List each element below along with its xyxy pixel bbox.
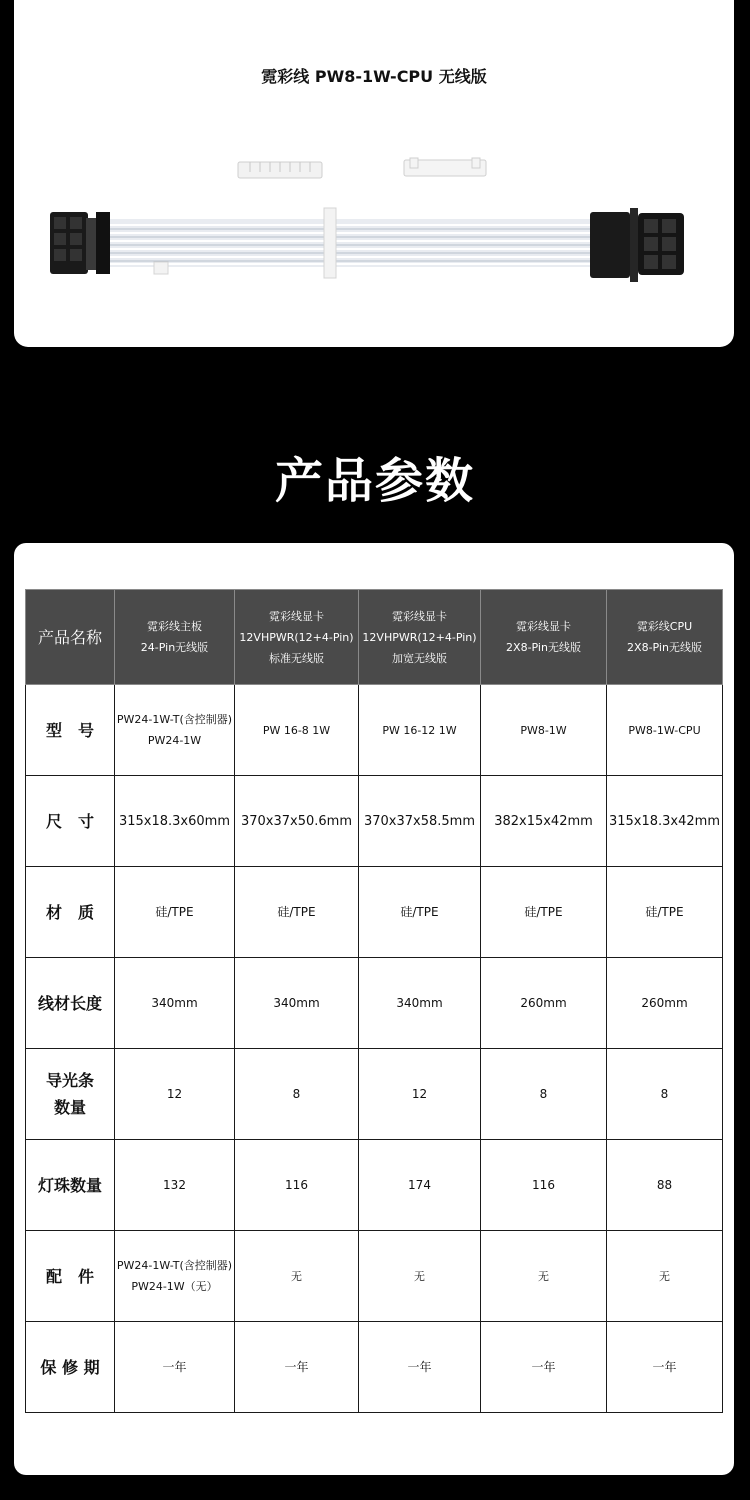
table-cell: PW8-1W	[481, 685, 607, 776]
row-label: 型 号	[26, 685, 115, 776]
table-row	[26, 1231, 723, 1322]
table-cell: 无	[235, 1231, 359, 1322]
table-cell: PW 16-12 1W	[359, 685, 481, 776]
row-label: 尺 寸	[26, 776, 115, 867]
table-cell: 370x37x50.6mm	[235, 776, 359, 867]
table-cell: 8	[235, 1049, 359, 1140]
table-cell: 硅/TPE	[607, 867, 723, 958]
product-image-card	[14, 0, 734, 347]
table-cell: 一年	[115, 1322, 235, 1413]
table-cell: PW8-1W-CPU	[607, 685, 723, 776]
table-cell: 88	[607, 1140, 723, 1231]
table-cell: 260mm	[481, 958, 607, 1049]
table-cell: 硅/TPE	[359, 867, 481, 958]
table-cell: 8	[607, 1049, 723, 1140]
table-cell: 一年	[359, 1322, 481, 1413]
table-cell: PW24-1W-T(含控制器) PW24-1W（无）	[115, 1231, 235, 1322]
table-cell: 340mm	[115, 958, 235, 1049]
spec-table	[25, 589, 723, 1413]
table-row	[26, 685, 723, 776]
table-cell: 8	[481, 1049, 607, 1140]
right-connector	[590, 208, 684, 282]
table-cell: 一年	[235, 1322, 359, 1413]
section-heading: 产品参数	[274, 453, 475, 509]
table-cell: 12	[115, 1049, 235, 1140]
table-cell: 315x18.3x42mm	[607, 776, 723, 867]
row-label: 材 质	[26, 867, 115, 958]
header-product: 霓彩线显卡 12VHPWR(12+4-Pin) 加宽无线版	[359, 590, 481, 685]
left-connector	[50, 212, 110, 274]
table-row	[26, 776, 723, 867]
table-cell: 116	[235, 1140, 359, 1231]
header-product: 霓彩线显卡 12VHPWR(12+4-Pin) 标准无线版	[235, 590, 359, 685]
row-label: 灯珠数量	[26, 1140, 115, 1231]
table-cell: 340mm	[359, 958, 481, 1049]
row-label: 保 修 期	[26, 1322, 115, 1413]
header-product-name: 产品名称	[26, 590, 115, 685]
table-row	[26, 1322, 723, 1413]
table-cell: 315x18.3x60mm	[115, 776, 235, 867]
table-cell: 174	[359, 1140, 481, 1231]
sleeved-cable-bundle	[110, 208, 592, 278]
product-title: 霓彩线 PW8-1W-CPU 无线版	[261, 67, 487, 86]
table-cell: 硅/TPE	[235, 867, 359, 958]
header-product: 霓彩线CPU 2X8-Pin无线版	[607, 590, 723, 685]
cable-comb-cover	[404, 158, 486, 176]
table-cell: 260mm	[607, 958, 723, 1049]
cable-illustration	[14, 0, 734, 347]
table-cell: 硅/TPE	[115, 867, 235, 958]
table-cell: 132	[115, 1140, 235, 1231]
table-cell: 无	[607, 1231, 723, 1322]
table-cell: 370x37x58.5mm	[359, 776, 481, 867]
header-product: 霓彩线显卡 2X8-Pin无线版	[481, 590, 607, 685]
row-label: 导光条 数量	[26, 1049, 115, 1140]
table-cell: 382x15x42mm	[481, 776, 607, 867]
table-cell: 一年	[607, 1322, 723, 1413]
table-cell: 无	[359, 1231, 481, 1322]
table-cell: 硅/TPE	[481, 867, 607, 958]
cable-comb-clip	[238, 162, 322, 178]
table-row	[26, 1049, 723, 1140]
header-product: 霓彩线主板 24-Pin无线版	[115, 590, 235, 685]
row-label: 配 件	[26, 1231, 115, 1322]
table-cell: PW24-1W-T(含控制器) PW24-1W	[115, 685, 235, 776]
table-cell: 116	[481, 1140, 607, 1231]
table-cell: 无	[481, 1231, 607, 1322]
table-cell: PW 16-8 1W	[235, 685, 359, 776]
table-cell: 340mm	[235, 958, 359, 1049]
table-row	[26, 1140, 723, 1231]
table-row	[26, 958, 723, 1049]
table-cell: 12	[359, 1049, 481, 1140]
table-cell: 一年	[481, 1322, 607, 1413]
table-row	[26, 867, 723, 958]
row-label: 线材长度	[26, 958, 115, 1049]
table-header-row	[26, 590, 723, 685]
